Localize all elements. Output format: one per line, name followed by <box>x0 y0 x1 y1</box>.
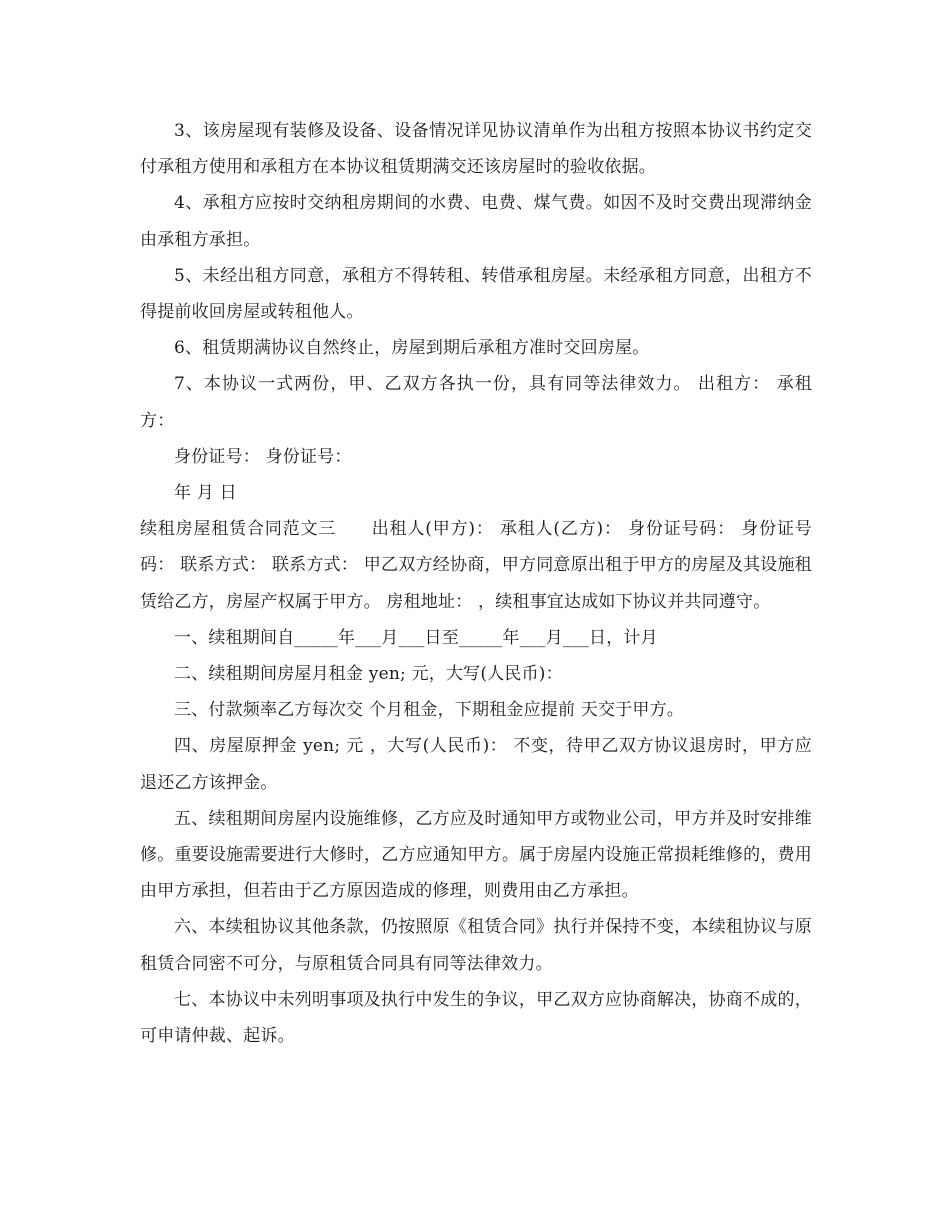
paragraph-article-4: 四、房屋原押金 yen; 元 ，大写(人民币)： 不变，待甲乙双方协议退房时，甲方应退还乙方该押金。 <box>140 736 812 793</box>
paragraph-clause-7: 7、本协议一式两份，甲、乙双方各执一份，具有同等法律效力。 出租方： 承租方： <box>140 374 812 431</box>
paragraph-renewal-contract-header: 续租房屋租赁合同范文三 出租人(甲方)： 承租人(乙方)： 身份证号码： 身份证号码： 联系方式： 联系方式： 甲乙双方经协商，甲方同意原出租于甲方的房屋及其设施租赁给乙方，房屋产权属于甲方。 房租地址： ，续租事宜达成如下协议并共同遵守。 <box>140 519 812 612</box>
paragraph-clause-3: 3、该房屋现有装修及设备、设备情况详见协议清单作为出租方按照本协议书约定交付承租方使用和承租方在本协议租赁期满交还该房屋时的验收依据。 <box>140 121 812 178</box>
paragraph-article-3: 三、付款频率乙方每次交 个月租金，下期租金应提前 天交于甲方。 <box>174 700 685 721</box>
paragraph-clause-6: 6、租赁期满协议自然终止，房屋到期后承租方准时交回房屋。 <box>174 338 650 359</box>
paragraph-date: 年 月 日 <box>174 483 237 504</box>
paragraph-article-6: 六、本续租协议其他条款，仍按照原《租赁合同》执行并保持不变，本续租协议与原租赁合同密不可分，与原租赁合同具有同等法律效力。 <box>140 917 812 974</box>
paragraph-article-7: 七、本协议中未列明事项及执行中发生的争议，甲乙双方应协商解决，协商不成的，可申请仲裁、起诉。 <box>140 989 812 1047</box>
paragraph-article-5: 五、续租期间房屋内设施维修，乙方应及时通知甲方或物业公司，甲方并及时安排维修。重要设施需要进行大修时，乙方应通知甲方。属于房屋内设施正常损耗维修的，费用由甲方承担，但若由于乙方原因造成的修理，则费用由乙方承担。 <box>140 808 812 902</box>
paragraph-article-2: 二、续租期间房屋月租金 yen; 元，大写(人民币)： <box>174 664 563 685</box>
paragraph-clause-4: 4、承租方应按时交纳租房期间的水费、电费、煤气费。如因不及时交费出现滞纳金由承租方承担。 <box>140 193 812 250</box>
paragraph-id-numbers: 身份证号： 身份证号： <box>174 446 352 467</box>
paragraph-article-1: 一、续租期间自_____年___月___日至_____年___月___日，计月 <box>174 627 658 648</box>
document-body <box>140 113 812 1054</box>
paragraph-clause-5: 5、未经出租方同意，承租方不得转租、转借承租房屋。未经承租方同意，出租方不得提前收回房屋或转租他人。 <box>140 265 812 323</box>
